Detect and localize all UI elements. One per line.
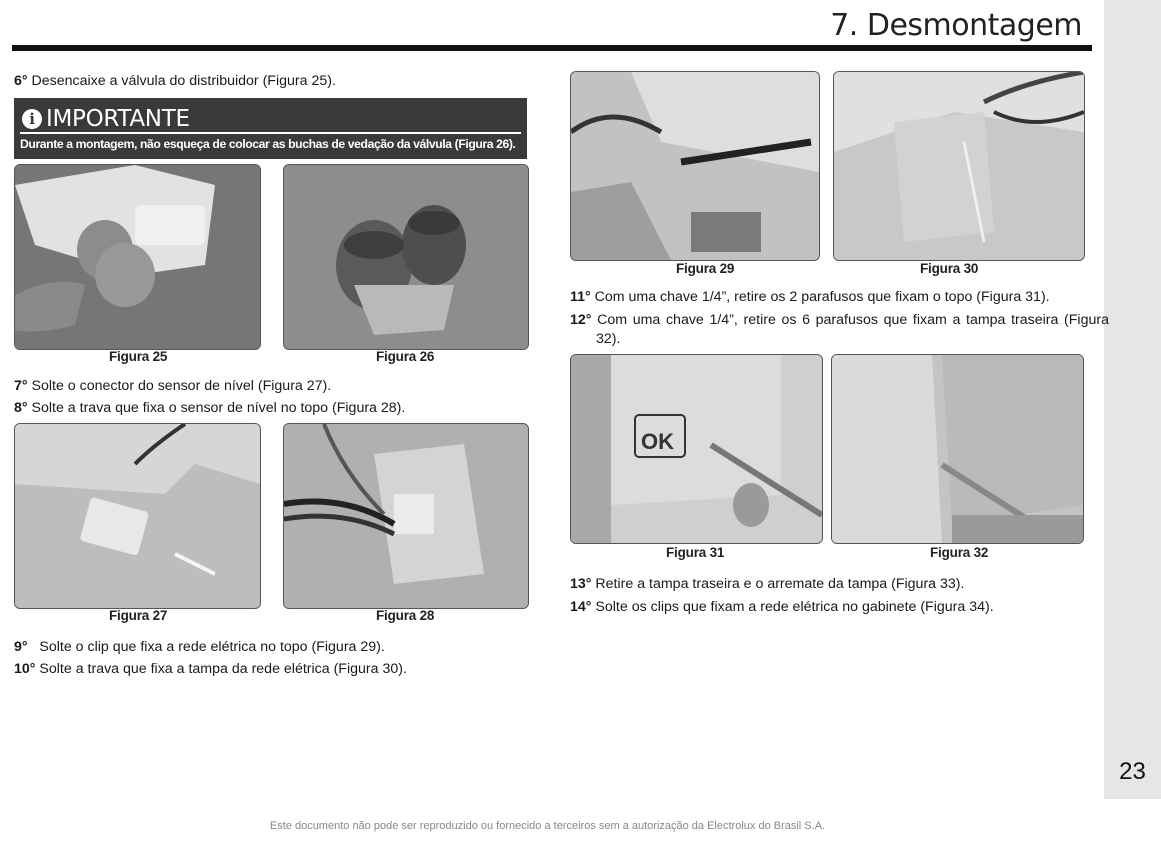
important-heading: i IMPORTANTE xyxy=(22,106,190,132)
step-text: Solte o conector do sensor de nível (Figura 27). xyxy=(27,378,332,394)
important-notice xyxy=(14,98,527,159)
step-10 xyxy=(14,660,526,679)
step-number: 6° xyxy=(14,73,28,89)
figure-27-photo xyxy=(14,423,261,609)
figure-26-caption: Figura 26 xyxy=(376,349,435,364)
figure-25-caption: Figura 25 xyxy=(109,349,168,364)
page-number: 23 xyxy=(1119,758,1146,785)
step-text: Com uma chave 1/4”, retire os 2 parafusos que fixam o topo (Figura 31). xyxy=(590,289,1050,305)
step-text: Retire a tampa traseira e o arremate da tampa (Figura 33). xyxy=(591,576,965,592)
figure-32-caption: Figura 32 xyxy=(930,545,989,560)
figure-31-caption: Figura 31 xyxy=(666,545,725,560)
step-number: 12° xyxy=(570,312,592,328)
step-number: 10° xyxy=(14,661,36,677)
step-number: 13° xyxy=(570,576,592,592)
step-13 xyxy=(570,575,1083,594)
step-number: 8° xyxy=(14,400,28,416)
step-6 xyxy=(14,72,526,91)
figure-29-caption: Figura 29 xyxy=(676,261,735,276)
important-rule xyxy=(20,132,521,134)
step-text: Solte a trava que fixa a tampa da rede elétrica (Figura 30). xyxy=(35,661,407,677)
figure-31-photo xyxy=(570,354,823,544)
footer-notice: Este documento não pode ser reproduzido ou fornecido a terceiros sem a autorização da Electrolux do Brasil S.A. xyxy=(269,820,826,832)
info-icon: i xyxy=(22,109,42,129)
step-8 xyxy=(14,399,526,418)
figure-30-caption: Figura 30 xyxy=(920,261,979,276)
step-number: 9° xyxy=(14,639,28,655)
figure-32-photo xyxy=(831,354,1084,544)
figure-27-caption: Figura 27 xyxy=(109,608,168,623)
step-text: Solte a trava que fixa o sensor de nível no topo (Figura 28). xyxy=(27,400,406,416)
section-title: 7. Desmontagem xyxy=(830,8,1082,43)
important-text: Durante a montagem, não esqueça de colocar as buchas de vedação da válvula (Figura 26). xyxy=(20,137,516,151)
figure-30-photo xyxy=(833,71,1085,261)
header-rule xyxy=(12,45,1092,51)
step-number: 14° xyxy=(570,599,592,615)
figure-26-photo xyxy=(283,164,529,350)
step-number: 11° xyxy=(570,289,591,305)
step-12 xyxy=(570,311,1109,349)
step-number: 7° xyxy=(14,378,28,394)
step-text: Solte o clip que fixa a rede elétrica no topo (Figura 29). xyxy=(27,639,385,655)
step-text: Solte os clips que fixam a rede elétrica no gabinete (Figura 34). xyxy=(591,599,994,615)
step-14 xyxy=(570,598,1083,617)
figure-29-photo xyxy=(570,71,820,261)
step-7 xyxy=(14,377,526,396)
step-text: Desencaixe a válvula do distribuidor (Figura 25). xyxy=(27,73,336,89)
step-text: Com uma chave 1/4”, retire os 6 parafusos que fixam a tampa traseira (Figura 32). xyxy=(591,312,1109,347)
step-11 xyxy=(570,288,1109,307)
figure-25-photo xyxy=(14,164,261,350)
figure-28-photo xyxy=(283,423,529,609)
side-strip xyxy=(1104,0,1161,799)
figure-28-caption: Figura 28 xyxy=(376,608,435,623)
ok-label: OK xyxy=(641,429,674,454)
step-9 xyxy=(14,638,526,657)
